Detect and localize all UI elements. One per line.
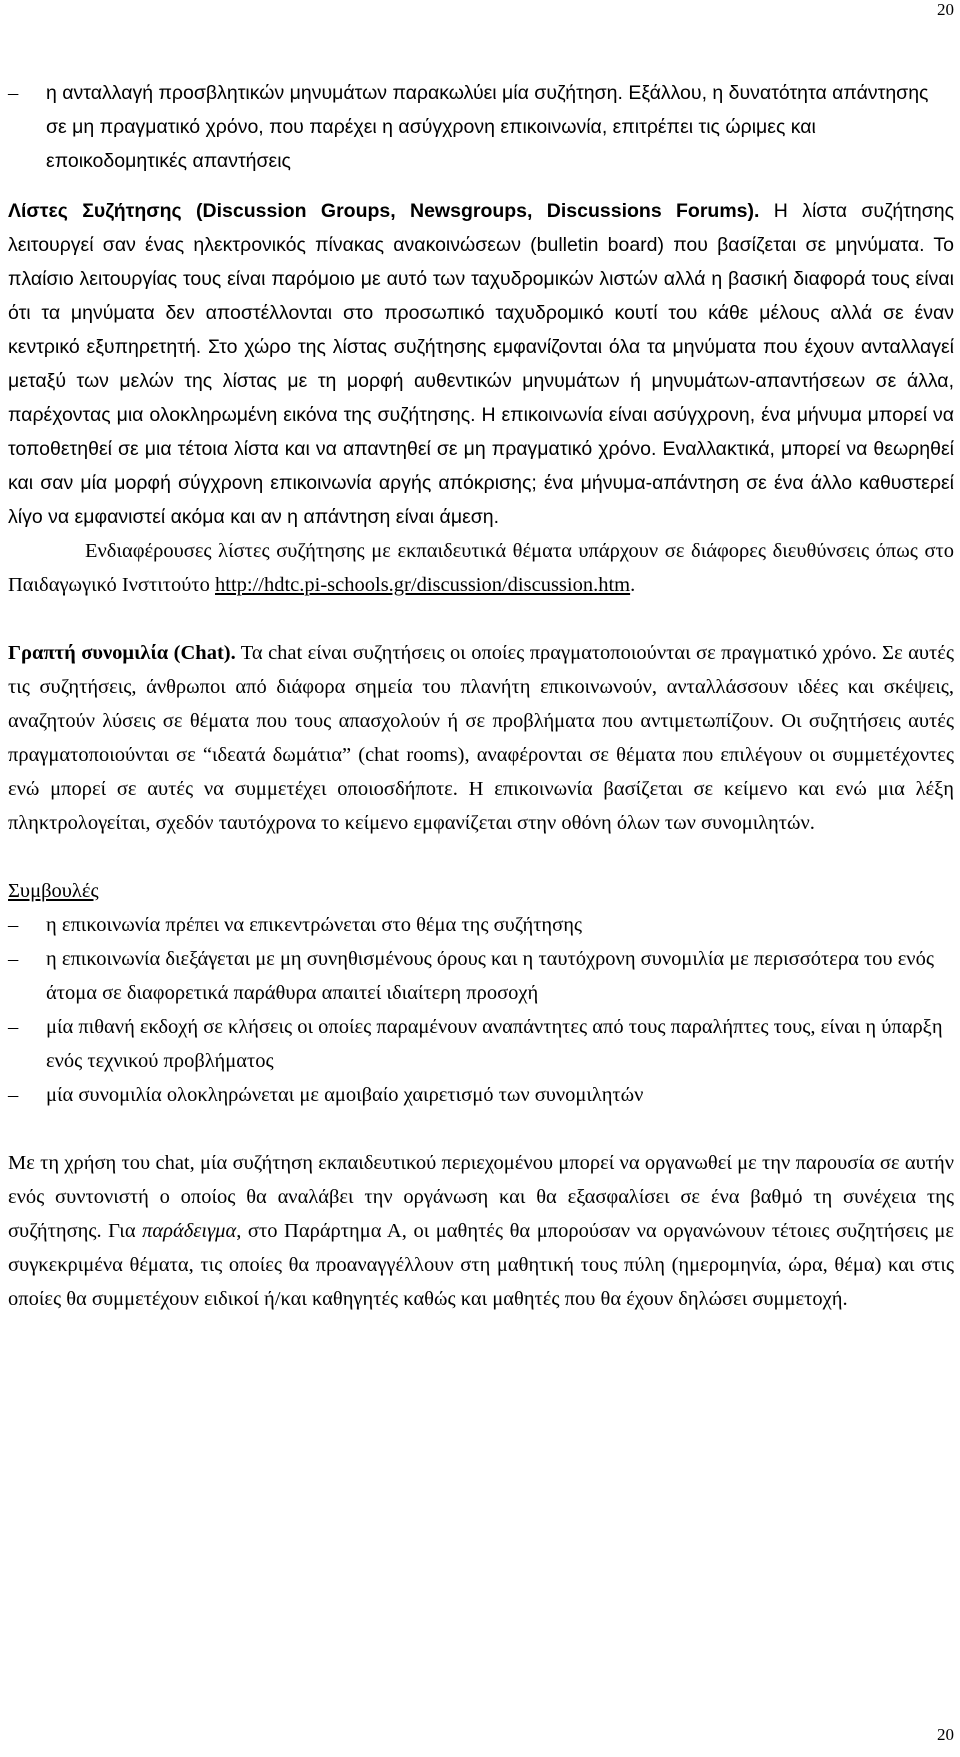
interesting-text: Ενδιαφέρουσες λίστες συζήτησης με εκπαιδευτικά θέματα υπάρχουν σε διάφορες διευθύνσεις όπως στο Παιδαγωγικό Ινστιτούτο (8, 540, 954, 596)
interesting-paragraph (8, 534, 954, 602)
dash-bullet: – (8, 914, 19, 936)
tips-heading-text: Συμβουλές (8, 880, 99, 902)
tip-text: μία πιθανή εκδοχή σε κλήσεις οι οποίες παραμένουν αναπάντητες από τους παραλήπτες τους, είναι η ύπαρξη ενός τεχνικού προβλήματος (46, 1016, 943, 1072)
chat-paragraph (8, 636, 954, 840)
chat-body: Τα chat είναι συζητήσεις οι οποίες πραγματοποιούνται σε πραγματικό χρόνο. Σε αυτές τις συζητήσεις, άνθρωποι από διάφορα σημεία του πλανήτη επικοινωνούν, ανταλλάσσουν ιδέες και σκέψεις, αναζητούν λύσεις σε θέματα που τους απασχολούν ή σε προβλήματα που αντιμετωπίζουν. Οι συζητήσεις αυτές πραγματοποιούνται σε “ιδεατά δωμάτια” (chat rooms), αναφέρονται σε θέματα που επιλέγουν οι συμμετέχοντες ενώ μπορεί σε αυτές να συμμετέχει οποιοσδήποτε. Η επικοινωνία βασίζεται σε κείμενο και ενώ μια λέξη πληκτρολογείται, σχεδόν ταυτόχρονα το κείμενο εμφανίζεται στην οθόνη όλων των συνομιλητών. (8, 642, 954, 834)
list-item (8, 1010, 954, 1078)
list-item (8, 942, 954, 1010)
closing-text-1: Με τη χρήση του chat, μία συζήτηση εκπαιδευτικού περιεχομένου μπορεί να οργανωθεί με την παρουσία σε αυτήν ενός συντονιστή ο οποίος θα αναλάβει την οργάνωση και θα εξασφαλίσει σε ένα βαθμό τη συνέχεια της συζήτησης. Για (8, 1152, 954, 1242)
tip-text: η επικοινωνία πρέπει να επικεντρώνεται στο θέμα της συζήτησης (46, 914, 583, 936)
page-number-top: 20 (937, 0, 954, 19)
closing-italic: παράδειγμα (142, 1220, 237, 1242)
list-item (8, 1078, 954, 1112)
dash-bullet: – (8, 1084, 19, 1106)
tip-text: μία συνομιλία ολοκληρώνεται με αμοιβαίο χαιρετισμό των συνομιλητών (46, 1084, 644, 1106)
discussion-link[interactable]: http://hdtc.pi-schools.gr/discussion/discussion.htm (215, 574, 631, 596)
closing-paragraph (8, 1146, 954, 1316)
tips-heading (8, 874, 954, 908)
list-item-text: η ανταλλαγή προσβλητικών μηνυμάτων παρακωλύει μία συζήτηση. Εξάλλου, η δυνατότητα απάντησης σε μη πραγματικό χρόνο, που παρέχει η ασύγχρονη επικοινωνία, επιτρέπει τις ώριμες και εποικοδομητικές απαντήσεις (46, 82, 929, 172)
list-item (8, 908, 954, 942)
closing-text-2: , στο Παράρτημα Α, οι μαθητές θα μπορούσαν να οργανώνουν τέτοιες συζητήσεις με συγκεκριμένα θέματα, τις οποίες θα προαναγγέλλουν στη μαθητική τους πύλη (ημερομηνία, ώρα, θέμα) και στις οποίες θα συμμετέχουν ειδικοί ή/και καθηγητές καθώς και μαθητές που θα έχουν δηλώσει συμμετοχή. (8, 1220, 954, 1310)
document-body (8, 76, 954, 1316)
list-item (8, 76, 954, 178)
page-number-bottom: 20 (937, 1725, 954, 1744)
discussion-body: Η λίστα συζήτησης λειτουργεί σαν ένας ηλεκτρονικός πίνακας ανακοινώσεων (bulletin board) που βασίζεται σε μηνύματα. Το πλαίσιο λειτουργίας τους είναι παρόμοιο με αυτό των ταχυδρομικών λιστών αλλά η βασική διαφορά τους είναι ότι τα μηνύματα δεν αποστέλλονται στο προσωπικό ταχυδρομικό κουτί του κάθε μέλους αλλά σε έναν κεντρικό εξυπηρετητή. Στο χώρο της λίστας συζήτησης εμφανίζονται όλα τα μηνύματα που έχουν ανταλλαγεί μεταξύ των μελών της λίστας με τη μορφή αυθεντικών μηνυμάτων ή μηνυμάτων-απαντήσεων σε άλλα, παρέχοντας μια ολοκληρωμένη εικόνα της συζήτησης. Η επικοινωνία είναι ασύγχρονη, ένα μήνυμα μπορεί να τοποθετηθεί σε μια τέτοια λίστα και να απαντηθεί σε μη πραγματικό χρόνο. Εναλλακτικά, μπορεί να θεωρηθεί και σαν μία μορφή σύγχρονη επικοινωνία αργής απόκρισης; ένα μήνυμα-απάντηση σε ένα άλλο καθυστερεί λίγο να εμφανιστεί ακόμα και αν η απάντηση είναι άμεση. (8, 200, 954, 528)
tip-text: η επικοινωνία διεξάγεται με μη συνηθισμένους όρους και η ταυτόχρονη συνομιλία με περισσότερα του ενός άτομα σε διαφορετικά παράθυρα απαιτεί ιδιαίτερη προσοχή (46, 948, 934, 1004)
discussion-heading: Λίστες Συζήτησης (Discussion Groups, Newsgroups, Discussions Forums). (8, 200, 760, 222)
discussion-paragraph (8, 194, 954, 534)
dash-bullet: – (8, 948, 19, 970)
interesting-end: . (630, 574, 636, 596)
chat-heading: Γραπτή συνομιλία (Chat). (8, 642, 236, 664)
dash-bullet: – (8, 1016, 19, 1038)
dash-bullet: – (8, 82, 19, 104)
